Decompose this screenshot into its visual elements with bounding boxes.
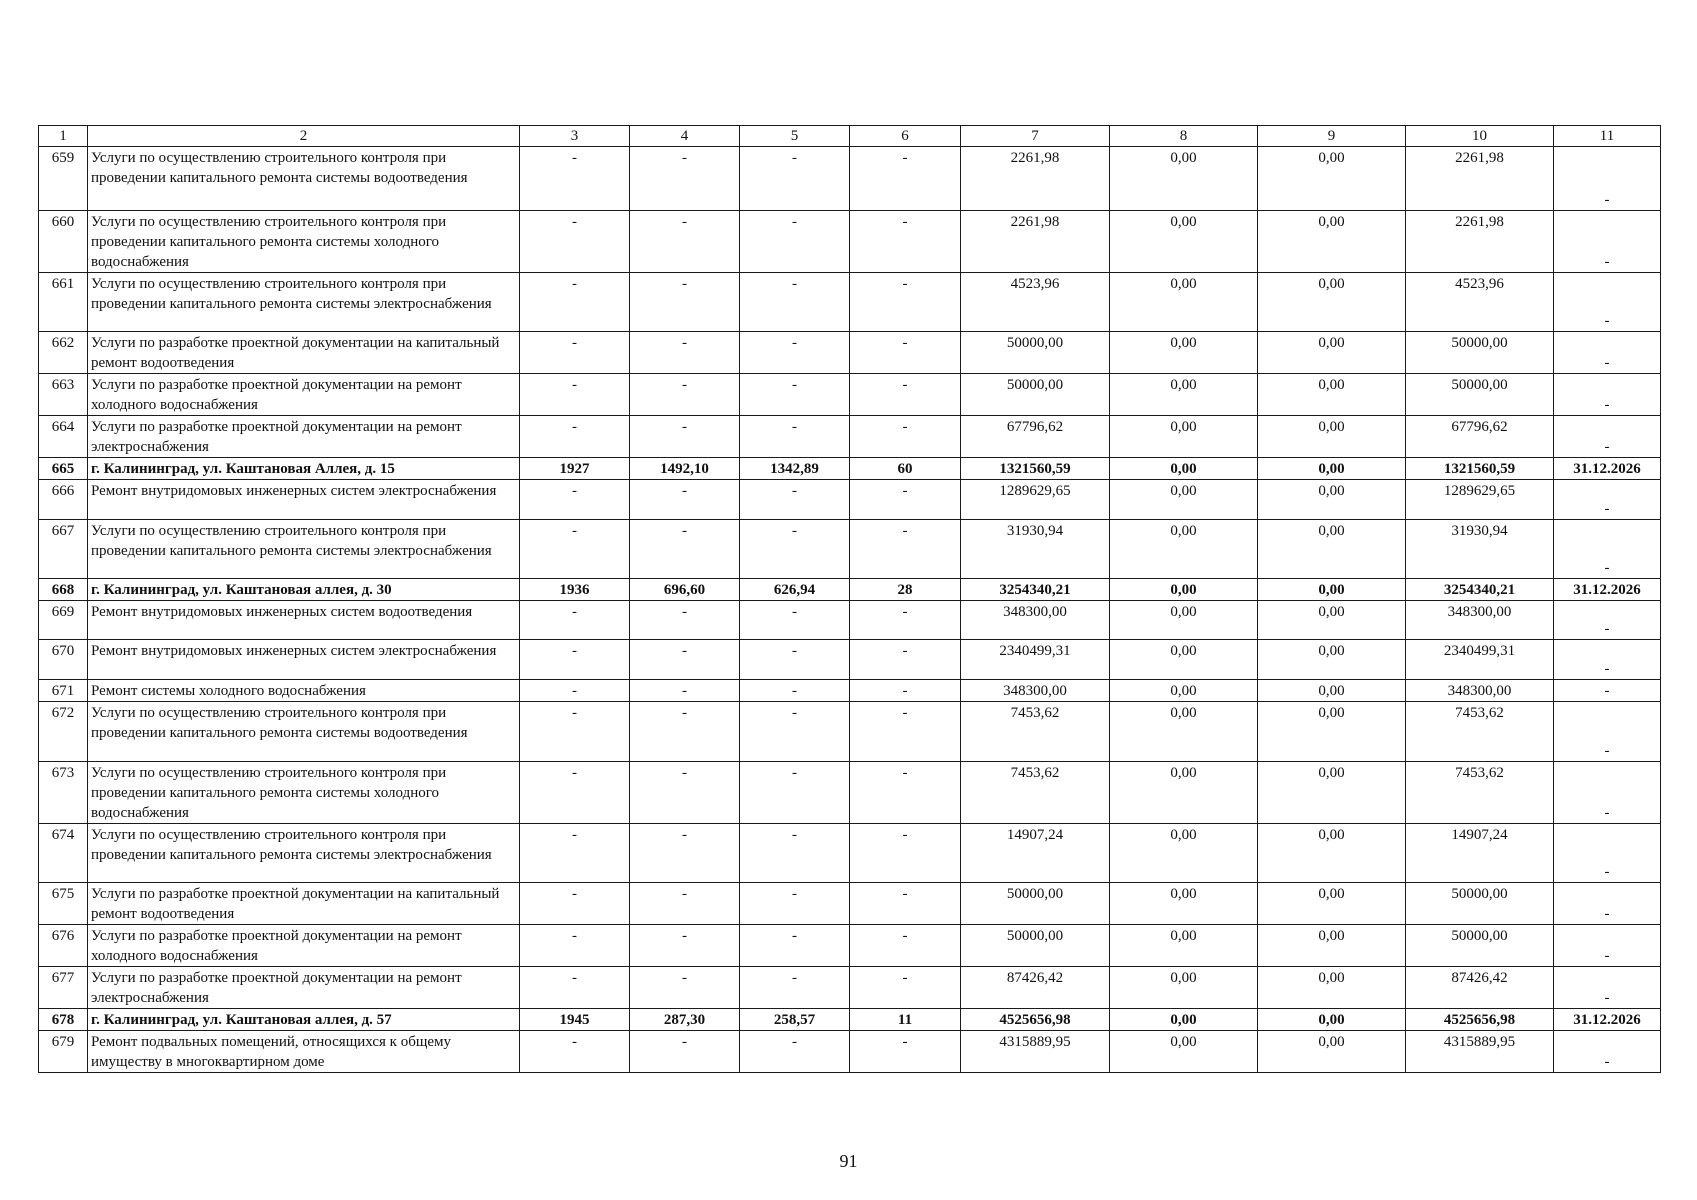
cell-col-5: -: [740, 680, 850, 702]
table-row: [39, 458, 1661, 480]
cell-col-11: -: [1554, 480, 1661, 520]
cell-col-5: 626,94: [740, 579, 850, 601]
row-number: 671: [39, 680, 88, 702]
row-number: 676: [39, 925, 88, 967]
cell-col-4: -: [630, 762, 740, 824]
cell-col-11: -: [1554, 680, 1661, 702]
column-number: 7: [961, 126, 1110, 147]
cell-col-5: -: [740, 824, 850, 883]
cell-col-8: 0,00: [1110, 883, 1258, 925]
cell-col-5: -: [740, 925, 850, 967]
cell-col-8: 0,00: [1110, 480, 1258, 520]
cell-col-6: -: [850, 601, 961, 640]
cell-col-6: -: [850, 416, 961, 458]
table-row: [39, 211, 1661, 273]
cell-col-11: -: [1554, 520, 1661, 579]
cell-col-9: 0,00: [1258, 883, 1406, 925]
cell-col-4: -: [630, 702, 740, 762]
cell-col-11: -: [1554, 640, 1661, 680]
cell-col-4: -: [630, 273, 740, 332]
cell-col-4: -: [630, 1031, 740, 1073]
cell-col-10: 348300,00: [1406, 601, 1554, 640]
work-description: Услуги по разработке проектной документации на капитальный ремонт водоотведения: [88, 332, 520, 374]
cell-col-7: 50000,00: [961, 883, 1110, 925]
cell-col-11: -: [1554, 967, 1661, 1009]
row-number: 663: [39, 374, 88, 416]
cell-col-6: -: [850, 925, 961, 967]
cell-col-8: 0,00: [1110, 1009, 1258, 1031]
row-number: 661: [39, 273, 88, 332]
cell-col-4: -: [630, 883, 740, 925]
cell-col-4: -: [630, 480, 740, 520]
cell-col-11: -: [1554, 332, 1661, 374]
row-number: 674: [39, 824, 88, 883]
work-description: Услуги по осуществлению строительного контроля при проведении капитального ремонта системы электроснабжения: [88, 520, 520, 579]
cell-col-8: 0,00: [1110, 374, 1258, 416]
cell-col-5: -: [740, 640, 850, 680]
cell-col-9: 0,00: [1258, 762, 1406, 824]
cell-col-3: -: [520, 883, 630, 925]
cell-col-8: 0,00: [1110, 925, 1258, 967]
cell-col-3: -: [520, 640, 630, 680]
table-row: [39, 925, 1661, 967]
cell-col-3: -: [520, 273, 630, 332]
cell-col-3: -: [520, 702, 630, 762]
cell-col-11: 31.12.2026: [1554, 579, 1661, 601]
cell-col-9: 0,00: [1258, 211, 1406, 273]
cell-col-11: -: [1554, 147, 1661, 211]
cell-col-3: -: [520, 925, 630, 967]
cell-col-11: 31.12.2026: [1554, 458, 1661, 480]
cell-col-5: -: [740, 520, 850, 579]
cell-col-6: -: [850, 211, 961, 273]
cell-col-11: -: [1554, 1031, 1661, 1073]
cell-col-4: -: [630, 374, 740, 416]
work-description: Ремонт системы холодного водоснабжения: [88, 680, 520, 702]
cell-col-7: 4525656,98: [961, 1009, 1110, 1031]
cell-col-6: -: [850, 480, 961, 520]
work-description: Ремонт внутридомовых инженерных систем водоотведения: [88, 601, 520, 640]
cell-col-8: 0,00: [1110, 601, 1258, 640]
column-number: 9: [1258, 126, 1406, 147]
column-number: 4: [630, 126, 740, 147]
cell-col-9: 0,00: [1258, 824, 1406, 883]
cell-col-7: 2261,98: [961, 147, 1110, 211]
cell-col-7: 14907,24: [961, 824, 1110, 883]
cell-col-6: 28: [850, 579, 961, 601]
cell-col-3: 1927: [520, 458, 630, 480]
cell-col-9: 0,00: [1258, 640, 1406, 680]
cell-col-5: -: [740, 702, 850, 762]
row-number: 660: [39, 211, 88, 273]
cell-col-9: 0,00: [1258, 416, 1406, 458]
cell-col-9: 0,00: [1258, 273, 1406, 332]
table-row: [39, 273, 1661, 332]
column-number: 1: [39, 126, 88, 147]
cell-col-4: 287,30: [630, 1009, 740, 1031]
cell-col-7: 7453,62: [961, 702, 1110, 762]
cell-col-6: -: [850, 147, 961, 211]
cell-col-4: -: [630, 680, 740, 702]
cell-col-6: -: [850, 762, 961, 824]
cell-col-7: 67796,62: [961, 416, 1110, 458]
row-number: 666: [39, 480, 88, 520]
cell-col-10: 1289629,65: [1406, 480, 1554, 520]
column-number: 11: [1554, 126, 1661, 147]
work-description: г. Калининград, ул. Каштановая Аллея, д. 15: [88, 458, 520, 480]
table-row: [39, 416, 1661, 458]
row-number: 668: [39, 579, 88, 601]
cell-col-4: -: [630, 211, 740, 273]
row-number: 662: [39, 332, 88, 374]
cell-col-5: -: [740, 273, 850, 332]
cell-col-6: -: [850, 967, 961, 1009]
cell-col-4: -: [630, 416, 740, 458]
cell-col-10: 67796,62: [1406, 416, 1554, 458]
cell-col-11: -: [1554, 211, 1661, 273]
cell-col-9: 0,00: [1258, 967, 1406, 1009]
cell-col-11: -: [1554, 762, 1661, 824]
cell-col-10: 4315889,95: [1406, 1031, 1554, 1073]
cell-col-8: 0,00: [1110, 680, 1258, 702]
cell-col-3: -: [520, 416, 630, 458]
cell-col-6: 11: [850, 1009, 961, 1031]
column-number: 3: [520, 126, 630, 147]
column-number: 6: [850, 126, 961, 147]
row-number: 667: [39, 520, 88, 579]
cell-col-10: 50000,00: [1406, 883, 1554, 925]
cell-col-5: 1342,89: [740, 458, 850, 480]
cell-col-5: -: [740, 374, 850, 416]
cell-col-7: 2340499,31: [961, 640, 1110, 680]
cell-col-11: 31.12.2026: [1554, 1009, 1661, 1031]
work-description: Услуги по разработке проектной документации на ремонт электроснабжения: [88, 416, 520, 458]
work-description: Услуги по разработке проектной документации на ремонт электроснабжения: [88, 967, 520, 1009]
cell-col-6: -: [850, 1031, 961, 1073]
cell-col-7: 4523,96: [961, 273, 1110, 332]
cell-col-4: -: [630, 640, 740, 680]
cell-col-3: 1936: [520, 579, 630, 601]
work-description: Услуги по разработке проектной документации на ремонт холодного водоснабжения: [88, 925, 520, 967]
cell-col-3: -: [520, 147, 630, 211]
row-number: 664: [39, 416, 88, 458]
cell-col-5: -: [740, 967, 850, 1009]
table-row: [39, 601, 1661, 640]
cell-col-5: -: [740, 416, 850, 458]
work-description: Услуги по осуществлению строительного контроля при проведении капитального ремонта системы водоотведения: [88, 147, 520, 211]
work-description: Услуги по осуществлению строительного контроля при проведении капитального ремонта системы холодного водоснабжения: [88, 762, 520, 824]
cell-col-11: -: [1554, 702, 1661, 762]
cell-col-6: -: [850, 520, 961, 579]
cell-col-9: 0,00: [1258, 520, 1406, 579]
cell-col-8: 0,00: [1110, 762, 1258, 824]
cell-col-3: -: [520, 1031, 630, 1073]
table-row: [39, 824, 1661, 883]
cell-col-5: -: [740, 332, 850, 374]
cell-col-3: -: [520, 967, 630, 1009]
cell-col-8: 0,00: [1110, 579, 1258, 601]
cell-col-6: 60: [850, 458, 961, 480]
cell-col-8: 0,00: [1110, 520, 1258, 579]
row-number: 665: [39, 458, 88, 480]
cell-col-9: 0,00: [1258, 374, 1406, 416]
cell-col-10: 4523,96: [1406, 273, 1554, 332]
table-row: [39, 762, 1661, 824]
column-number: 8: [1110, 126, 1258, 147]
work-description: Услуги по разработке проектной документации на капитальный ремонт водоотведения: [88, 883, 520, 925]
cell-col-10: 2261,98: [1406, 147, 1554, 211]
cell-col-11: -: [1554, 824, 1661, 883]
cell-col-5: -: [740, 1031, 850, 1073]
cell-col-10: 50000,00: [1406, 374, 1554, 416]
cell-col-9: 0,00: [1258, 579, 1406, 601]
cell-col-3: -: [520, 211, 630, 273]
table-row: [39, 332, 1661, 374]
row-number: 678: [39, 1009, 88, 1031]
cell-col-3: -: [520, 332, 630, 374]
cell-col-5: -: [740, 762, 850, 824]
table-row: [39, 883, 1661, 925]
row-number: 670: [39, 640, 88, 680]
cell-col-10: 2340499,31: [1406, 640, 1554, 680]
cell-col-10: 50000,00: [1406, 332, 1554, 374]
table-row: [39, 480, 1661, 520]
cell-col-7: 7453,62: [961, 762, 1110, 824]
cell-col-3: -: [520, 480, 630, 520]
table-row: [39, 1009, 1661, 1031]
cell-col-7: 4315889,95: [961, 1031, 1110, 1073]
cell-col-6: -: [850, 680, 961, 702]
cell-col-7: 348300,00: [961, 601, 1110, 640]
cell-col-10: 4525656,98: [1406, 1009, 1554, 1031]
cell-col-10: 3254340,21: [1406, 579, 1554, 601]
table-row: [39, 1031, 1661, 1073]
cell-col-11: -: [1554, 925, 1661, 967]
cell-col-7: 1289629,65: [961, 480, 1110, 520]
cell-col-8: 0,00: [1110, 416, 1258, 458]
cell-col-8: 0,00: [1110, 1031, 1258, 1073]
cell-col-6: -: [850, 824, 961, 883]
cell-col-5: -: [740, 211, 850, 273]
cell-col-5: -: [740, 480, 850, 520]
cell-col-9: 0,00: [1258, 925, 1406, 967]
cell-col-10: 348300,00: [1406, 680, 1554, 702]
cell-col-10: 7453,62: [1406, 762, 1554, 824]
cell-col-9: 0,00: [1258, 1009, 1406, 1031]
cell-col-10: 7453,62: [1406, 702, 1554, 762]
table-row: [39, 374, 1661, 416]
cell-col-6: -: [850, 702, 961, 762]
cell-col-4: -: [630, 147, 740, 211]
cell-col-11: -: [1554, 374, 1661, 416]
cell-col-3: 1945: [520, 1009, 630, 1031]
cell-col-6: -: [850, 883, 961, 925]
data-table: [38, 125, 1661, 1073]
column-number: 10: [1406, 126, 1554, 147]
cell-col-8: 0,00: [1110, 824, 1258, 883]
table-body: [39, 126, 1661, 1073]
table-row: [39, 147, 1661, 211]
work-description: Ремонт внутридомовых инженерных систем электроснабжения: [88, 480, 520, 520]
cell-col-9: 0,00: [1258, 332, 1406, 374]
work-description: Ремонт подвальных помещений, относящихся к общему имуществу в многоквартирном доме: [88, 1031, 520, 1073]
cell-col-7: 50000,00: [961, 925, 1110, 967]
work-description: Услуги по осуществлению строительного контроля при проведении капитального ремонта системы электроснабжения: [88, 824, 520, 883]
cell-col-7: 2261,98: [961, 211, 1110, 273]
table-row: [39, 579, 1661, 601]
cell-col-7: 50000,00: [961, 332, 1110, 374]
work-description: Услуги по осуществлению строительного контроля при проведении капитального ремонта системы водоотведения: [88, 702, 520, 762]
cell-col-4: -: [630, 601, 740, 640]
column-number: 2: [88, 126, 520, 147]
work-description: Ремонт внутридомовых инженерных систем электроснабжения: [88, 640, 520, 680]
cell-col-9: 0,00: [1258, 1031, 1406, 1073]
row-number: 673: [39, 762, 88, 824]
cell-col-8: 0,00: [1110, 702, 1258, 762]
cell-col-3: -: [520, 520, 630, 579]
page-number: 91: [839, 1151, 858, 1171]
row-number: 672: [39, 702, 88, 762]
cell-col-10: 14907,24: [1406, 824, 1554, 883]
cell-col-11: -: [1554, 416, 1661, 458]
cell-col-11: -: [1554, 883, 1661, 925]
cell-col-4: -: [630, 824, 740, 883]
cell-col-4: -: [630, 332, 740, 374]
work-description: Услуги по осуществлению строительного контроля при проведении капитального ремонта системы электроснабжения: [88, 273, 520, 332]
row-number: 675: [39, 883, 88, 925]
cell-col-10: 1321560,59: [1406, 458, 1554, 480]
cell-col-11: -: [1554, 273, 1661, 332]
column-number-row: [39, 126, 1661, 147]
cell-col-7: 31930,94: [961, 520, 1110, 579]
row-number: 659: [39, 147, 88, 211]
cell-col-10: 87426,42: [1406, 967, 1554, 1009]
cell-col-9: 0,00: [1258, 147, 1406, 211]
cell-col-10: 2261,98: [1406, 211, 1554, 273]
cell-col-9: 0,00: [1258, 680, 1406, 702]
row-number: 679: [39, 1031, 88, 1073]
cell-col-3: -: [520, 762, 630, 824]
cell-col-5: -: [740, 883, 850, 925]
cell-col-8: 0,00: [1110, 967, 1258, 1009]
cell-col-11: -: [1554, 601, 1661, 640]
cell-col-6: -: [850, 273, 961, 332]
table-row: [39, 680, 1661, 702]
cell-col-5: -: [740, 601, 850, 640]
cell-col-4: -: [630, 925, 740, 967]
cell-col-10: 31930,94: [1406, 520, 1554, 579]
work-description: Услуги по осуществлению строительного контроля при проведении капитального ремонта системы холодного водоснабжения: [88, 211, 520, 273]
cell-col-7: 3254340,21: [961, 579, 1110, 601]
cell-col-9: 0,00: [1258, 458, 1406, 480]
row-number: 677: [39, 967, 88, 1009]
cell-col-6: -: [850, 374, 961, 416]
cell-col-5: 258,57: [740, 1009, 850, 1031]
cell-col-8: 0,00: [1110, 273, 1258, 332]
cell-col-4: -: [630, 967, 740, 1009]
work-description: Услуги по разработке проектной документации на ремонт холодного водоснабжения: [88, 374, 520, 416]
cell-col-9: 0,00: [1258, 480, 1406, 520]
table-row: [39, 967, 1661, 1009]
cell-col-6: -: [850, 640, 961, 680]
cell-col-9: 0,00: [1258, 702, 1406, 762]
cell-col-8: 0,00: [1110, 332, 1258, 374]
cell-col-4: 1492,10: [630, 458, 740, 480]
cell-col-8: 0,00: [1110, 147, 1258, 211]
table-row: [39, 520, 1661, 579]
cell-col-8: 0,00: [1110, 211, 1258, 273]
cell-col-7: 87426,42: [961, 967, 1110, 1009]
table-row: [39, 702, 1661, 762]
table-row: [39, 640, 1661, 680]
cell-col-3: -: [520, 601, 630, 640]
work-description: г. Калининград, ул. Каштановая аллея, д. 30: [88, 579, 520, 601]
cell-col-3: -: [520, 824, 630, 883]
cell-col-3: -: [520, 374, 630, 416]
cell-col-7: 348300,00: [961, 680, 1110, 702]
work-description: г. Калининград, ул. Каштановая аллея, д. 57: [88, 1009, 520, 1031]
cell-col-3: -: [520, 680, 630, 702]
cell-col-4: -: [630, 520, 740, 579]
cell-col-4: 696,60: [630, 579, 740, 601]
cell-col-7: 50000,00: [961, 374, 1110, 416]
cell-col-5: -: [740, 147, 850, 211]
cell-col-8: 0,00: [1110, 640, 1258, 680]
column-number: 5: [740, 126, 850, 147]
cell-col-9: 0,00: [1258, 601, 1406, 640]
row-number: 669: [39, 601, 88, 640]
cell-col-10: 50000,00: [1406, 925, 1554, 967]
cell-col-8: 0,00: [1110, 458, 1258, 480]
cell-col-7: 1321560,59: [961, 458, 1110, 480]
cell-col-6: -: [850, 332, 961, 374]
